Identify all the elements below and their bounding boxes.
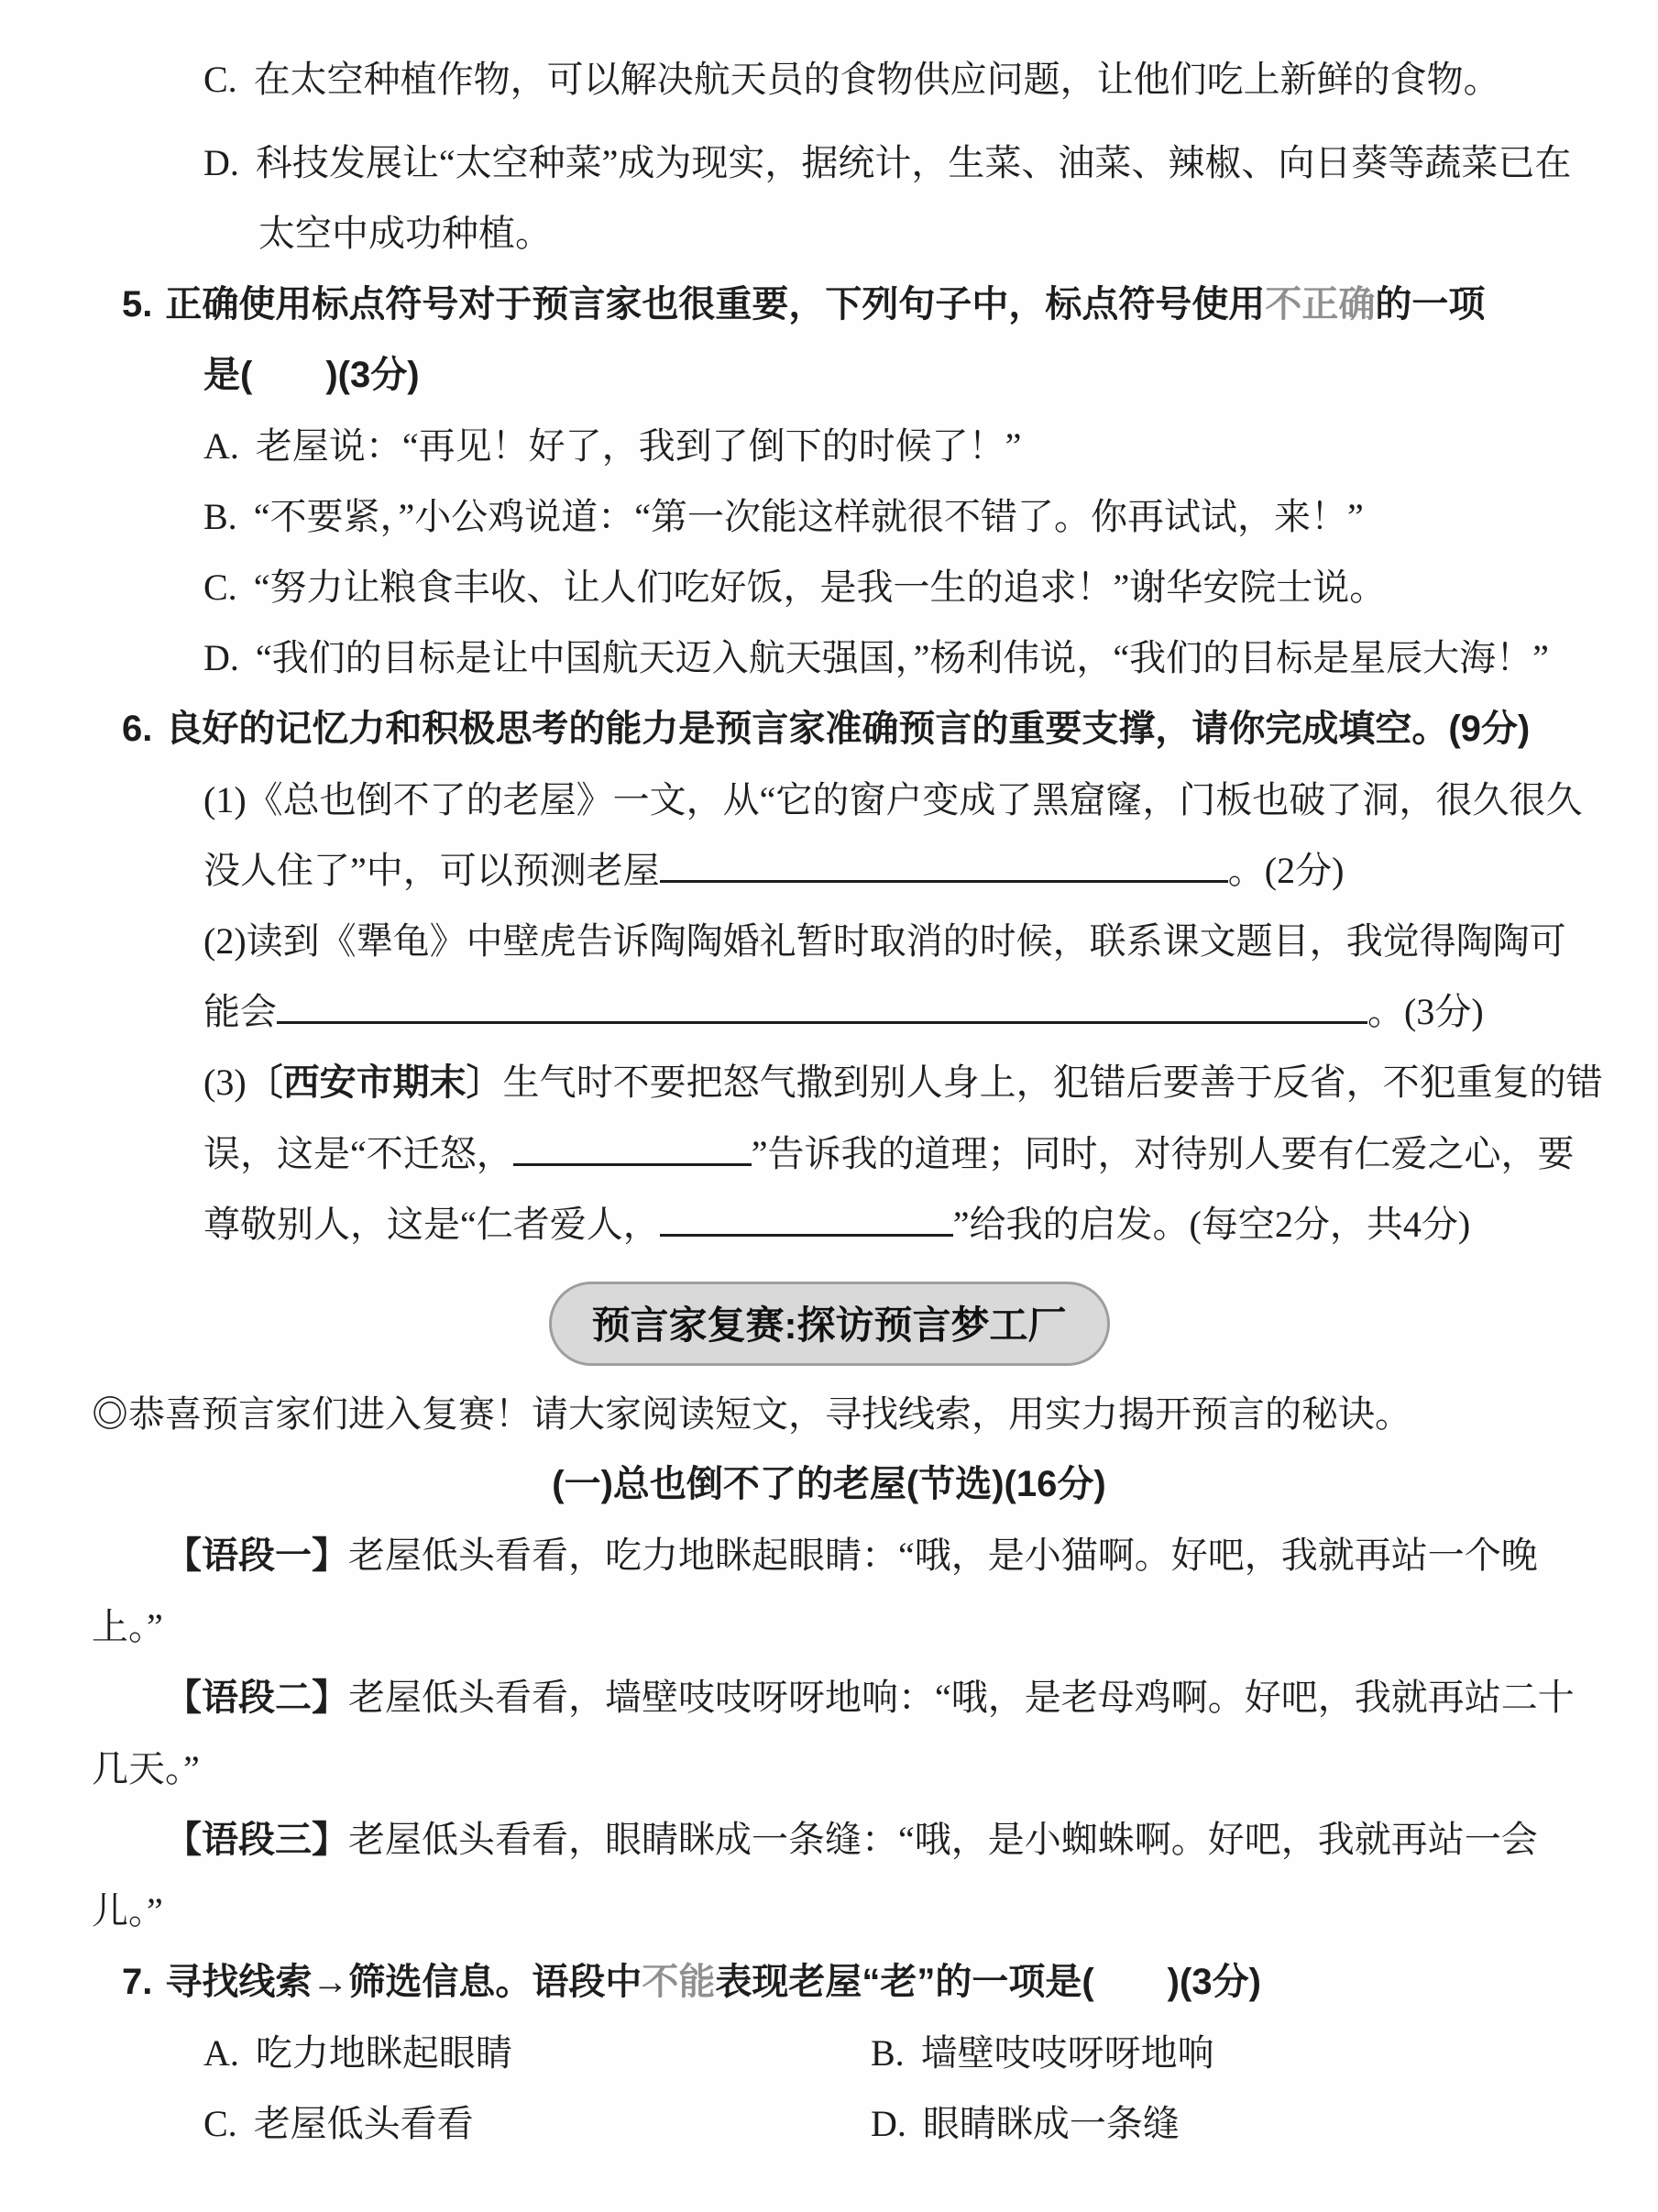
q5-option-d-text: “我们的目标是让中国航天迈入航天强国，”杨利伟说，“我们的目标是星辰大海！” [255, 637, 1549, 678]
q6-stem-text: 良好的记忆力和积极思考的能力是预言家准确预言的重要支撑，请你完成填空。(9分) [165, 709, 1531, 749]
q5-stem-emphasis: 不正确 [1265, 284, 1376, 325]
q7-number: 7. [122, 1962, 153, 2002]
q5-option-c-label: C. [203, 567, 237, 608]
answer-blank-3 [513, 1132, 752, 1166]
section-banner-row [0, 1282, 1658, 1366]
q7-option-a-text: 吃力地眯起眼睛 [255, 2032, 512, 2074]
answer-blank-2 [277, 990, 1367, 1024]
q6-sub2-line2-pre: 能会 [203, 991, 277, 1032]
q6-stem [0, 693, 1658, 765]
q5-option-d [0, 622, 1658, 693]
q6-sub2-line2-post: 。(3分) [1367, 991, 1484, 1032]
q7-stem-text: 寻找线索→筛选信息。语段中 [165, 1962, 642, 2002]
q4-option-d-label: D. [203, 142, 239, 183]
q6-sub1-line2-pre: 没人住了”中，可以预测老屋 [203, 850, 660, 891]
q6-sub3-line2-pre: 误，这是“不迁怒， [203, 1133, 513, 1174]
q5-stem-text: 正确使用标点符号对于预言家也很重要，下列句子中，标点符号使用 [165, 284, 1266, 325]
passage-paragraph-2-tag: 【语段二】 [165, 1678, 348, 1718]
passage-paragraph-1 [92, 1520, 1601, 1662]
q6-sub3-line1-text: 生气时不要把怒气撒到别人身上，犯错后要善于反省，不犯重复的错 [502, 1062, 1603, 1103]
q6-sub3-line3 [0, 1189, 1658, 1260]
q7-stem-emphasis: 不能 [642, 1962, 716, 2002]
answer-blank-4 [660, 1203, 953, 1237]
q4-option-d [0, 127, 1658, 198]
q7-option-d-label: D. [871, 2103, 906, 2144]
q6-sub2-line1: (2)读到《犟龟》中壁虎告诉陶陶婚礼暂时取消的时候，联系课文题目，我觉得陶陶可 [203, 920, 1566, 962]
q7-stem [0, 1946, 1658, 2018]
q5-stem [0, 269, 1658, 340]
q5-option-a-label: A. [203, 425, 239, 467]
section-banner: 预言家复赛:探访预言梦工厂 [549, 1282, 1110, 1366]
q6-sub3-number: (3) [203, 1062, 247, 1103]
q6-sub1-line2 [0, 835, 1658, 906]
q5-stem-post: 的一项 [1375, 284, 1486, 325]
passage-paragraph-3-text: 老屋低头看看，眼睛眯成一条缝：“哦，是小蜘蛛啊。好吧，我就再站一会儿。” [92, 1819, 1538, 1931]
section-intro: ◎恭喜预言家们进入复赛！请大家阅读短文，寻找线索，用实力揭开预言的秘诀。 [92, 1393, 1411, 1435]
q7-option-b-text: 墙壁吱吱呀呀地响 [920, 2032, 1214, 2074]
passage-paragraph-2 [92, 1662, 1601, 1804]
q6-sub3-line3-pre: 尊敬别人，这是“仁者爱人， [203, 1204, 660, 1245]
q7-option-a [203, 2018, 871, 2088]
q7-option-c-text: 老屋低头看看 [253, 2103, 474, 2144]
passage-paragraph-2-text: 老屋低头看看，墙壁吱吱呀呀地响：“哦，是老母鸡啊。好吧，我就再站二十几天。” [92, 1677, 1575, 1789]
q7-stem-post: 表现老屋“老”的一项是( )(3分) [715, 1962, 1261, 2002]
q6-number: 6. [122, 709, 153, 749]
q7-option-a-label: A. [203, 2032, 239, 2074]
q5-option-b [0, 481, 1658, 552]
passage-title: (一)总也倒不了的老屋(节选)(16分) [552, 1464, 1106, 1504]
q5-option-d-label: D. [203, 637, 239, 678]
q5-number: 5. [122, 284, 153, 325]
q4-option-d-text-line2: 太空中成功种植。 [258, 213, 552, 254]
q5-option-a [0, 411, 1658, 481]
q4-option-d-text-line1: 科技发展让“太空种菜”成为现实，据统计，生菜、油菜、辣椒、向日葵等蔬菜已在 [255, 142, 1572, 183]
q7-option-d-text: 眼睛眯成一条缝 [922, 2103, 1180, 2144]
passage-paragraph-3 [92, 1804, 1601, 1946]
passage-paragraph-1-text: 老屋低头看看，吃力地眯起眼睛：“哦，是小猫啊。好吧，我就再站一个晚上。” [92, 1535, 1538, 1647]
q7-options-row-1 [0, 2018, 1658, 2088]
answer-blank-1 [660, 849, 1228, 883]
q7-option-c [203, 2088, 871, 2159]
passage-paragraph-3-tag: 【语段三】 [165, 1820, 348, 1860]
q4-option-c-text: 在太空种植作物，可以解决航天员的食物供应问题，让他们吃上新鲜的食物。 [253, 59, 1500, 100]
q5-option-a-text: 老屋说：“再见！好了，我到了倒下的时候了！” [255, 425, 1022, 467]
q7-options-row-2 [0, 2088, 1658, 2159]
q7-option-d [871, 2088, 1180, 2159]
q5-option-b-label: B. [203, 496, 237, 537]
passage-paragraph-1-tag: 【语段一】 [165, 1535, 348, 1576]
q6-sub1-line2-post: 。(2分) [1227, 850, 1345, 891]
q4-option-c [0, 44, 1658, 115]
q6-sub3-line2-post: ”告诉我的道理；同时，对待别人要有仁爱之心，要 [751, 1133, 1575, 1174]
q5-stem-line2: 是( )(3分) [203, 355, 420, 395]
q7-option-c-label: C. [203, 2103, 237, 2144]
q6-sub2-line2 [0, 976, 1658, 1047]
q5-option-c [0, 552, 1658, 622]
q7-option-b-label: B. [871, 2032, 905, 2074]
q5-option-b-text: “不要紧，”小公鸡说道：“第一次能这样就很不错了。你再试试，来！” [253, 496, 1364, 537]
q6-sub3-line1 [0, 1047, 1658, 1118]
q6-sub1-line1: (1)《总也倒不了的老屋》一文，从“它的窗户变成了黑窟窿，门板也破了洞，很久很久 [203, 779, 1583, 820]
q7-option-b [871, 2018, 1214, 2088]
q6-sub3-source-tag: 〔西安市期末〕 [246, 1062, 503, 1103]
q6-sub3-line3-post: ”给我的启发。(每空2分，共4分) [952, 1204, 1471, 1245]
q4-option-c-label: C. [203, 59, 237, 100]
q6-sub3-line2 [0, 1118, 1658, 1189]
q5-option-c-text: “努力让粮食丰收、让人们吃好饭，是我一生的追求！”谢华安院士说。 [253, 567, 1387, 608]
